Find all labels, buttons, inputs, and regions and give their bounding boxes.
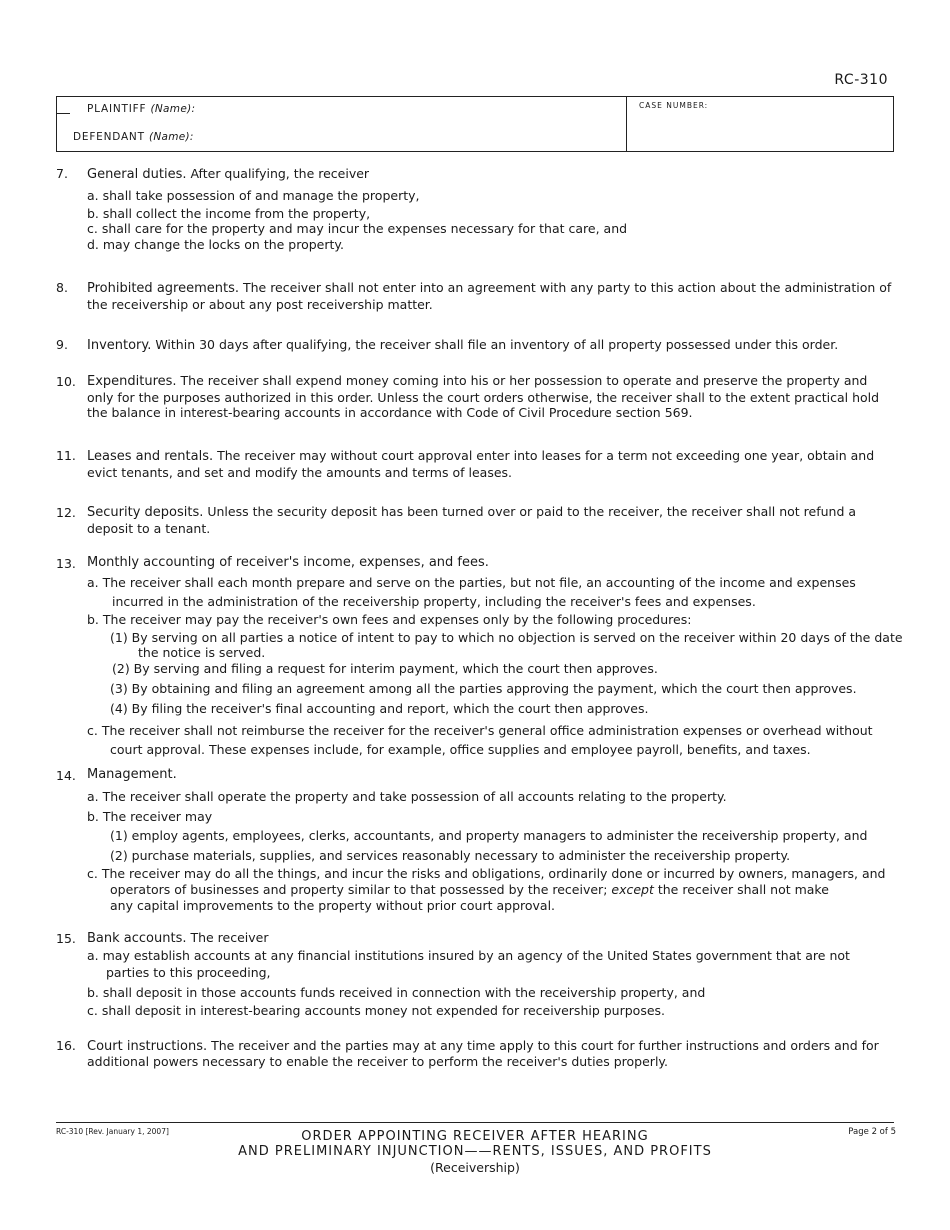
item-15a-line-2: parties to this proceeding,: [106, 965, 271, 980]
item-7a: a. shall take possession of and manage the property,: [87, 188, 420, 203]
defendant-label: DEFENDANT (Name):: [73, 131, 194, 143]
page-number: Page 2 of 5: [848, 1127, 896, 1137]
item-7d: d. may change the locks on the property.: [87, 237, 345, 252]
item-7-text: General duties. After qualifying, the receiver: [87, 166, 370, 182]
item-16-line-2: additional powers necessary to enable the receiver to perform the receiver's duties properly.: [87, 1054, 668, 1069]
item-10-line-2: only for the purposes authorized in this order. Unless the court orders otherwise, the receiver shall to the extent practical hold: [87, 390, 880, 405]
item-15-text: Bank accounts. The receiver: [87, 930, 269, 946]
item-14b1: (1) employ agents, employees, clerks, accountants, and property managers to administer the receivership property, and: [110, 828, 868, 843]
item-13b1-line-1: (1) By serving on all parties a notice of intent to pay to which no objection is served on the receiver within 20 days of the date: [110, 630, 903, 645]
item-7b: b. shall collect the income from the property,: [87, 206, 371, 221]
item-12-line-1: Security deposits. Unless the security deposit has been turned over or paid to the receiver, the receiver shall not refund a: [87, 504, 857, 520]
item-10-number: 10.: [56, 374, 76, 389]
case-number-label: CASE NUMBER:: [639, 101, 709, 110]
item-13b: b. The receiver may pay the receiver's own fees and expenses only by the following procedures:: [87, 612, 692, 627]
form-revision: RC-310 [Rev. January 1, 2007]: [56, 1127, 169, 1136]
plaintiff-label: PLAINTIFF (Name):: [87, 103, 196, 115]
item-8-line-2: the receivership or about any post receivership matter.: [87, 297, 433, 312]
item-14a: a. The receiver shall operate the property and take possession of all accounts relating to the property.: [87, 789, 727, 804]
item-13b2: (2) By serving and filing a request for interim payment, which the court then approves.: [112, 661, 658, 676]
item-12-number: 12.: [56, 505, 76, 520]
caption-corner-mark: [56, 96, 70, 114]
item-9-number: 9.: [56, 337, 68, 352]
form-number: RC-310: [834, 72, 888, 88]
item-16-line-1: Court instructions. The receiver and the parties may at any time apply to this court for further instructions and orders and for: [87, 1038, 879, 1054]
item-13a-line-2: incurred in the administration of the receivership property, including the receiver's fees and expenses.: [112, 594, 756, 609]
item-14c-line-3: any capital improvements to the property without prior court approval.: [110, 898, 556, 913]
item-13b3: (3) By obtaining and filing an agreement among all the parties approving the payment, which the court then approves.: [110, 681, 857, 696]
item-11-number: 11.: [56, 448, 76, 463]
item-11-line-2: evict tenants, and set and modify the amounts and terms of leases.: [87, 465, 513, 480]
item-13-heading: Monthly accounting of receiver's income, expenses, and fees.: [87, 555, 489, 570]
document-title-line-2: AND PRELIMINARY INJUNCTION——RENTS, ISSUES, AND PROFITS: [238, 1144, 712, 1159]
item-14-heading: Management.: [87, 767, 177, 782]
item-14b: b. The receiver may: [87, 809, 213, 824]
item-14b2: (2) purchase materials, supplies, and services reasonably necessary to administer the receivership property.: [110, 848, 791, 863]
item-8-line-1: Prohibited agreements. The receiver shall not enter into an agreement with any party to this action about the administration of: [87, 280, 892, 296]
document-title-line-1: ORDER APPOINTING RECEIVER AFTER HEARING: [301, 1129, 649, 1144]
footer-rule: [56, 1122, 894, 1123]
item-10-line-1: Expenditures. The receiver shall expend money coming into his or her possession to operate and preserve the property and: [87, 373, 868, 389]
item-15c: c. shall deposit in interest-bearing accounts money not expended for receivership purposes.: [87, 1003, 666, 1018]
caption-divider: [626, 96, 627, 152]
item-13b4: (4) By filing the receiver's final accounting and report, which the court then approves.: [110, 701, 649, 716]
item-13b1-line-2: the notice is served.: [138, 645, 266, 660]
item-9-text: Inventory. Within 30 days after qualifying, the receiver shall file an inventory of all property possessed under this order.: [87, 337, 839, 353]
item-14c-line-2: operators of businesses and property similar to that possessed by the receiver; except the receiver shall not make: [110, 882, 829, 897]
item-7c: c. shall care for the property and may incur the expenses necessary for that care, and: [87, 221, 628, 236]
item-13c-line-2: court approval. These expenses include, for example, office supplies and employee payroll, benefits, and taxes.: [110, 742, 811, 757]
item-16-number: 16.: [56, 1038, 76, 1053]
item-10-line-3: the balance in interest-bearing accounts in accordance with Code of Civil Procedure section 569.: [87, 405, 693, 420]
item-7-number: 7.: [56, 166, 68, 181]
item-11-line-1: Leases and rentals. The receiver may without court approval enter into leases for a term not exceeding one year, obtain and: [87, 448, 875, 464]
item-15b: b. shall deposit in those accounts funds received in connection with the receivership property, and: [87, 985, 706, 1000]
item-15-number: 15.: [56, 931, 76, 946]
item-8-number: 8.: [56, 280, 68, 295]
item-14c-line-1: c. The receiver may do all the things, and incur the risks and obligations, ordinarily done or incurred by owners, managers, and: [87, 866, 886, 881]
item-14-number: 14.: [56, 768, 76, 783]
item-13-number: 13.: [56, 556, 76, 571]
item-13c-line-1: c. The receiver shall not reimburse the receiver for the receiver's general office administration expenses or overhead without: [87, 723, 873, 738]
item-12-line-2: deposit to a tenant.: [87, 521, 211, 536]
item-15a-line-1: a. may establish accounts at any financial institutions insured by an agency of the United States government that are not: [87, 948, 850, 963]
item-13a-line-1: a. The receiver shall each month prepare and serve on the parties, but not file, an accounting of the income and expenses: [87, 575, 856, 590]
document-subtitle: (Receivership): [430, 1160, 520, 1175]
